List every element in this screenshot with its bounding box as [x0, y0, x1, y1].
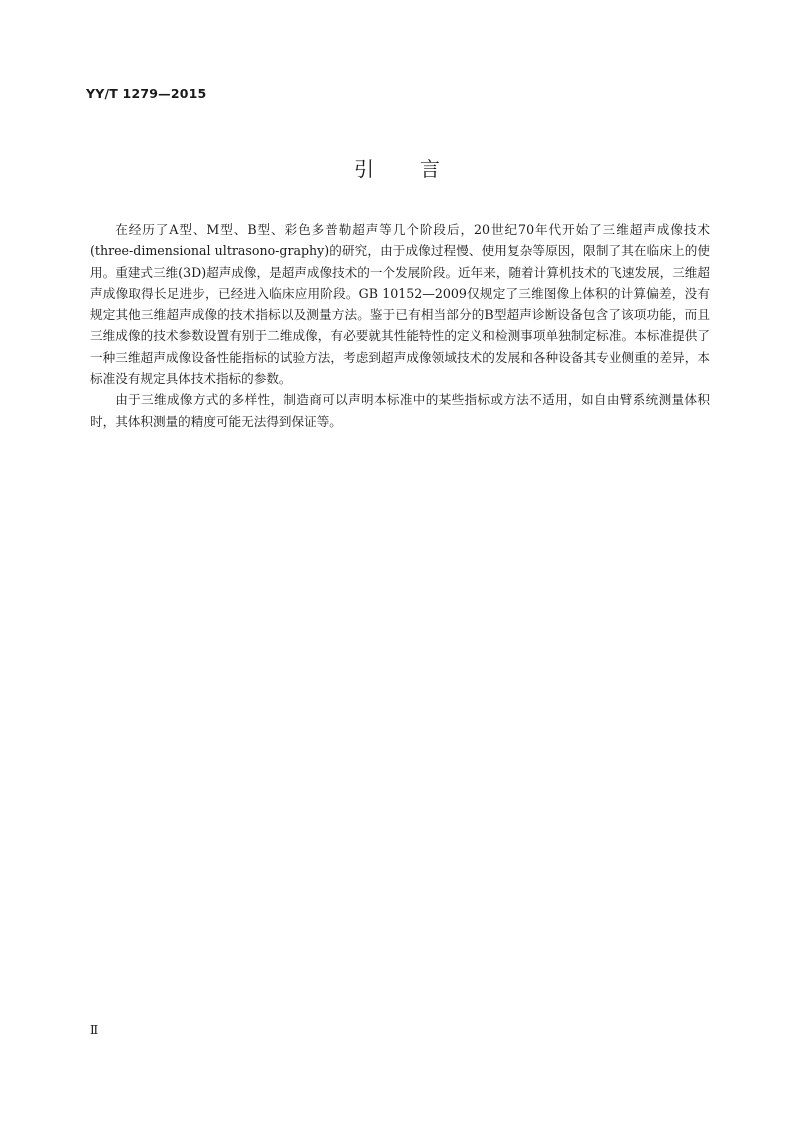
page-number: Ⅱ [90, 1023, 99, 1037]
page-title: 引言 [354, 157, 486, 181]
introduction-body [90, 219, 710, 432]
paragraph-1: 在经历了A型、M型、B型、彩色多普勒超声等几个阶段后，20世纪70年代开始了三维超声成像技术(three-dimensional ultrasono-graphy)的研究，由于成像过程慢、使用复杂等原因，限制了其在临床上的使用。重建式三维(3D)超声成像，是超声成像技术的一个发展阶段。近年来，随着计算机技术的飞速发展，三维超声成像取得长足进步，已经进入临床应用阶段。GB 10152—2009仅规定了三维图像上体积的计算偏差，没有规定其他三维超声成像的技术指标以及测量方法。鉴于已有相当部分的B型超声诊断设备包含了该项功能，而且三维成像的技术参数设置有别于二维成像，有必要就其性能特性的定义和检测事项单独制定标准。本标准提供了一种三维超声成像设备性能指标的试验方法，考虑到超声成像领域技术的发展和各种设备其专业侧重的差异，本标准没有规定具体技术指标的参数。 [90, 222, 710, 387]
standard-number: YY/T 1279—2015 [86, 86, 207, 101]
paragraph-2: 由于三维成像方式的多样性，制造商可以声明本标准中的某些指标或方法不适用，如自由臂系统测量体积时，其体积测量的精度可能无法得到保证等。 [90, 392, 710, 429]
